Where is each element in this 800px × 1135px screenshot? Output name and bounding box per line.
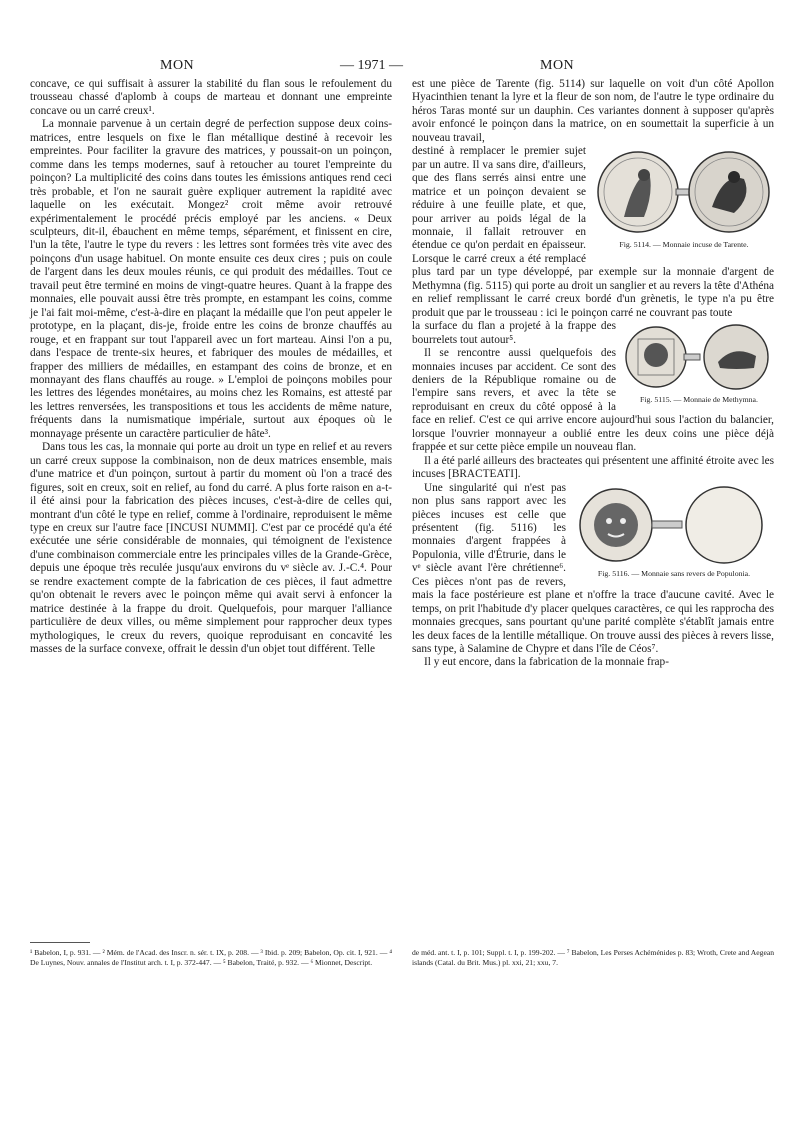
paragraph: Une singularité qui n'est pas non plus sans rapport avec les pièces incuses est celle que présentent (fig. 5116) les monnaies d'argent frappées à Populonia, ville d'Étrurie, dans le vᵉ siècle avant l'ère chrétienne⁶. Ces pièces n'ont pas de revers, mais la face postérieure est plane et n'offre la trace d'aucune cavité. Avec le temps, on prit l'habitude d'y placer quelques caractères, ce qui les rapprocha des monnaies grecques, sans pourtant qu'une parité complète s'établît jamais entre les deux faces de la lentille métallique. On trouve aussi des pièces à revers lisse, sans type, à Salamine de Chypre et dans l'île de Céos⁷.	[412, 481, 775, 656]
paragraph: Il y eut encore, dans la fabrication de la monnaie frap-	[424, 656, 669, 669]
right-column	[412, 78, 774, 670]
paragraph: Dans tous les cas, la monnaie qui porte au droit un type en relief et au revers un carré creux suppose la combinaison, non de deux matrices ensemble, mais d'une matrice et d'un poinçon, surtout à partir du moment où l'on a tracé des figures, soit en creux, soit en relief, au fond du carré. A plus forte raison en a-t-il été ainsi pour la fabrication des pièces incuses, c'est-à-dire de celles qui, montrant d'un côté le type en relief, comme à l'ordinaire, reproduisent le même type en creux sur l'autre face [INCUSI NUMMI]. C'est par ce procédé qu'a été exécutée une série considérable de monnaies, qui témoignent de l'existence d'une combinaison commerciale entre les principales villes de la Grande-Grèce, depuis une époque très reculée jusqu'aux environs du vᵉ siècle av. J.-C.⁴. Pour se rendre exactement compte de la fabrication de ces pièces, il faut admettre qu'on obtenait le revers avec le poinçon même qui avait servi à enfoncer la matrice destinée à la frappe du droit. Quelquefois, pour marquer l'alliance particulière de deux villes, ou même simplement pour rapprocher deux types mythologiques, le creux du revers, quoique reproduisant en concavité les masses de la surface convexe, offrait le dessin d'un objet tout différent. Telle	[30, 441, 392, 656]
left-column	[30, 78, 392, 656]
paragraph: Il se rencontre aussi quelquefois des monnaies incuses par accident. Ce sont des deniers de la République romaine ou de l'empire sans revers, et avec la tête se reproduisant en creux du côté opposé à la face en relief. C'est ce qui arrive encore aujourd'hui sous l'action du balancier, lorsque l'ouvrier monnayeur a oublié entre les deux coins une pièce déjà frappée et sur cette pièce empile un nouveau flan.	[412, 347, 774, 454]
figure-caption: Fig. 5114. — Monnaie incuse de Tarente.	[619, 240, 749, 250]
paragraph: Il a été parlé ailleurs des bracteates qui présentent une affinité étroite avec les incuses [BRACTEATI].	[412, 454, 774, 481]
figure-caption: Fig. 5115. — Monnaie de Methymna.	[640, 395, 758, 405]
figure-5114	[594, 147, 774, 249]
figure-5115	[624, 322, 774, 404]
header-left: MON	[160, 58, 195, 73]
footnote-rule	[30, 942, 90, 943]
paragraph: concave, ce qui suffisait à assurer la stabilité du flan sous le refoulement du trousseau chassé d'aplomb à coups de marteau et donnant une empreinte concave ou un carré creux¹.	[30, 78, 392, 117]
coin-illustration-5116	[574, 484, 774, 566]
running-header	[0, 58, 800, 80]
paragraph: la surface du flan a projeté à la frappe des bourrelets tout autour⁵.	[412, 320, 616, 346]
paragraph: est une pièce de Tarente (fig. 5114) sur laquelle on voit d'un côté Apollon Hyacinthien tenant la lyre et la fleur de son nom, de l'autre le type ordinaire du héros Taras monté sur un dauphin. Ces variantes donnent à supposer qu'après avoir enfoncé le poinçon dans la matrice, on en soumettait la superficie à un nouveau travail,	[412, 78, 774, 144]
figure-5116	[574, 484, 774, 578]
coin-illustration-5114	[594, 147, 774, 237]
footnotes-right: de méd. ant. t. I, p. 101; Suppl. t. I, p. 199-202. — ⁷ Babelon, Les Perses Achéménides p. 83; Wroth, Crete and Aegean islands (Catal. du Brit. Mus.) pl. xxi, 21; xxu, 7.	[412, 948, 774, 967]
paragraph: destiné à remplacer le premier sujet par un autre. Il va sans dire, d'ailleurs, que des flans serrés ainsi entre une matrice et un poinçon devaient se réduire à une feuille plate, et que, pour arriver au poids légal de la monnaie, il fallait retrouver en étendue ce qu'on perdait en épaisseur. Lorsque le carré creux a été remplacé plus tard par un type développé, par exemple sur la monnaie d'argent de Methymna (fig. 5115) qui porte au droit un sanglier et au revers la tête d'Athéna en relief remplissant le carré creux bordé d'un grènetis, le type n'a pu être produit que par le trousseau : ici le poinçon carré ne couvrant pas toute	[412, 145, 774, 319]
coin-illustration-5115	[624, 322, 774, 392]
page-number: — 1971 —	[340, 58, 403, 73]
footnotes-left: ¹ Babelon, I, p. 931. — ² Mém. de l'Acad. des Inscr. n. sér. t. IX, p. 208. — ³ Ibid. p. 209; Babelon, Op. cit. I, 921. — ⁴ De Luynes, Nouv. annales de l'Institut arch. t. I, p. 372-447. — ⁵ Babelon, Traité, p. 932. — ⁶ Mionnet, Descript.	[30, 948, 392, 967]
figure-caption: Fig. 5116. — Monnaie sans revers de Populonia.	[597, 568, 751, 578]
paragraph: La monnaie parvenue à un certain degré de perfection suppose deux coins-matrices, entre lesquels on fixe le flan métallique destiné à recevoir les empreintes. Pour faciliter la gravure des matrices, y poussait-on un poinçon, comme dans les temps modernes, sauf à retoucher au touret l'empreinte du poinçon? La multiplicité des coins dans toutes les émissions antiques rend ceci très probable, et l'on ne saurait guère expliquer autrement la rapidité avec laquelle on les exécutait. Mongez² croit même avoir retrouvé expérimentalement le procédé précis employé par les anciens. « Deux sculpteurs, dit-il, ébauchent en même temps, séparément, et finissent en cire, l'un la tête, l'autre le type du revers : les lettres sont formées très vite avec des poinçons d'un usage habituel. On monte ensuite ces deux cires ; puis on coule de l'argent dans les deux moules réunis, ce qui produit des médailles. Tout ce travail peut être terminé en moins de vingt-quatre heures. Quant à la frappe des monnaies, elle pouvait aussi être très prompte, en estampant les coins, comme je l'ai fait moi-même, c'est-à-dire en plaçant la médaille que l'on peut appeler le prototype, en la plaçant, dis-je, froide entre les coins de bronze chauffés au rouge, et en frappant sur tout l'appareil avec un fort marteau. Ainsi l'on a pu, dans l'espace de trente-six heures, et fabriquer des moules de médailles, et frapper des milliers de médailles, en estampant des coins de bronze, et en monnayant des flans chauffés au rouge. » L'emploi de poinçons mobiles pour les lettres des légendes monétaires, au moins chez les Romains, est attesté par les lettres renversées, les transpositions et tous les accidents de même nature, fréquents dans la numismatique impériale, surtout aux époques où le monnayage présente un caractère particulier de hâte³.	[30, 118, 392, 440]
header-right: MON	[540, 58, 575, 73]
